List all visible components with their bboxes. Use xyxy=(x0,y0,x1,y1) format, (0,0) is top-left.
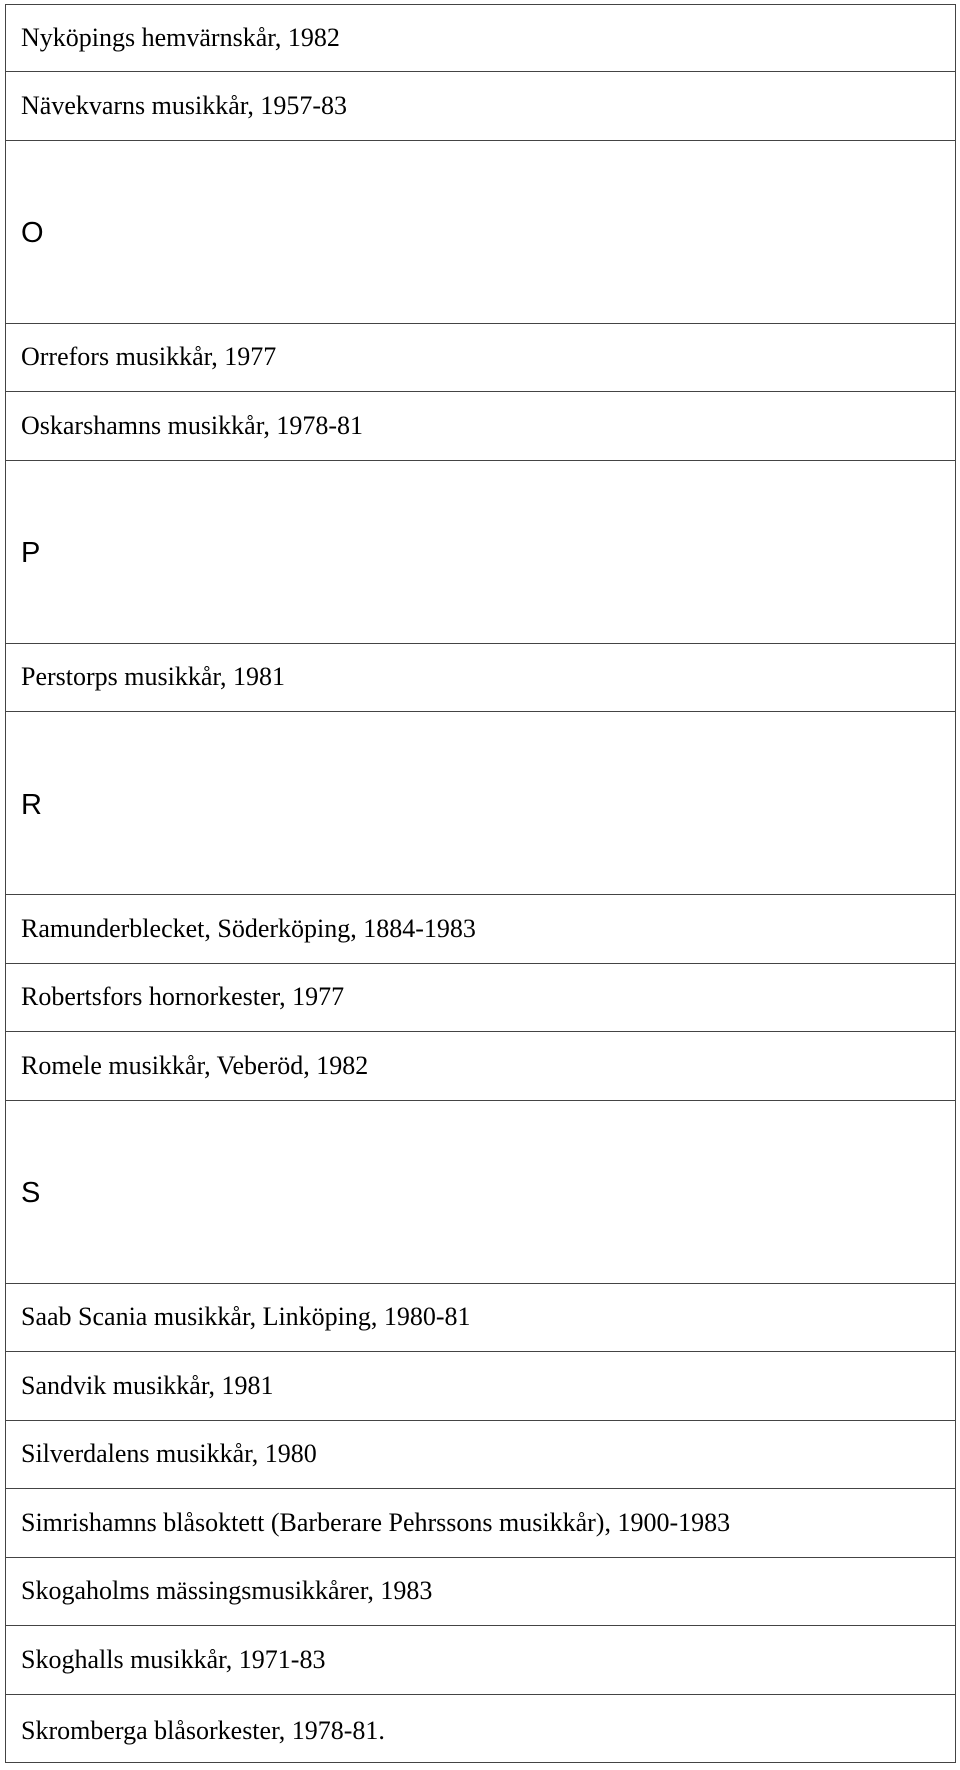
list-item xyxy=(6,1626,955,1695)
list-item xyxy=(6,1695,955,1763)
list-item xyxy=(6,1421,955,1490)
list-item xyxy=(6,1352,955,1421)
entry-text: Nyköpings hemvärnskår, 1982 xyxy=(21,23,340,52)
entry-text: Skoghalls musikkår, 1971-83 xyxy=(21,1644,326,1674)
section-letter-s xyxy=(6,1101,955,1284)
entry-text: Saab Scania musikkår, Linköping, 1980-81 xyxy=(21,1302,471,1332)
section-letter: R xyxy=(21,788,42,821)
ensemble-list-table xyxy=(5,4,956,1763)
list-item xyxy=(6,1489,955,1558)
list-item xyxy=(6,644,955,713)
entry-text: Orrefors musikkår, 1977 xyxy=(21,342,277,372)
entry-text: Skromberga blåsorkester, 1978-81. xyxy=(21,1716,385,1745)
list-item xyxy=(6,1032,955,1101)
entry-text: Oskarshamns musikkår, 1978-81 xyxy=(21,410,363,440)
entry-text: Silverdalens musikkår, 1980 xyxy=(21,1439,317,1469)
section-letter-o xyxy=(6,141,955,324)
list-item xyxy=(6,392,955,461)
list-item xyxy=(6,72,955,141)
entry-text: Ramunderblecket, Söderköping, 1884-1983 xyxy=(21,913,476,943)
section-letter-p xyxy=(6,461,955,644)
entry-text: Perstorps musikkår, 1981 xyxy=(21,662,285,692)
list-item xyxy=(6,964,955,1033)
entry-text: Robertsfors hornorkester, 1977 xyxy=(21,982,345,1012)
list-item xyxy=(6,1558,955,1627)
list-item xyxy=(6,895,955,964)
list-item xyxy=(6,324,955,393)
entry-text: Simrishamns blåsoktett (Barberare Pehrssons musikkår), 1900-1983 xyxy=(21,1507,731,1537)
entry-text: Skogaholms mässingsmusikkårer, 1983 xyxy=(21,1576,433,1606)
section-letter: S xyxy=(21,1177,41,1209)
entry-text: Romele musikkår, Veberöd, 1982 xyxy=(21,1050,369,1080)
section-letter: O xyxy=(21,217,44,249)
entry-text: Nävekvarns musikkår, 1957-83 xyxy=(21,90,348,120)
list-item xyxy=(6,5,955,72)
section-letter: P xyxy=(21,537,41,569)
entry-text: Sandvik musikkår, 1981 xyxy=(21,1370,274,1400)
list-item xyxy=(6,1284,955,1353)
section-letter-r xyxy=(6,712,955,895)
